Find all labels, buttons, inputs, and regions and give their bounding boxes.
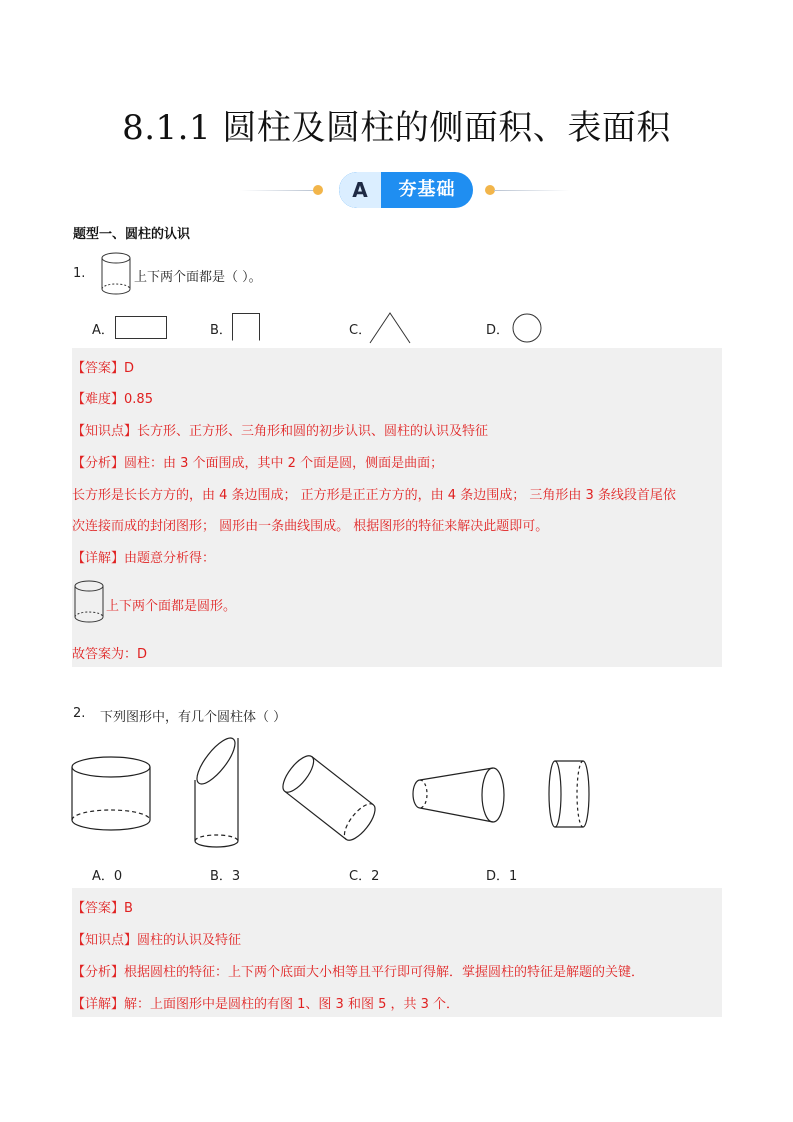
q2-option-b[interactable]: B．3 [210,869,241,884]
q1-answer [72,357,134,376]
knowledge-value: 圆柱的认识及特征 [137,933,242,948]
analysis-line-1: 圆柱：由 3 个面围成，其中 2 个面是圆，侧面是曲面； [124,456,444,471]
difficulty-tag: 【难度】 [72,392,125,407]
rectangle-shape-icon [115,316,167,340]
figure-5-short-cylinder-icon [547,758,593,832]
banner-letter: A [339,172,381,208]
section-banner [0,170,793,210]
q1-option-a[interactable]: A． [92,323,114,338]
q1-option-d[interactable]: D． [486,323,510,338]
detail-tag: 【详解】 [72,551,125,566]
analysis-tag: 【分析】 [72,456,125,471]
page-title: 8.1.1 圆柱及圆柱的侧面积、表面积 [122,108,671,148]
answer-value: D [124,361,135,376]
detail-value: 解：上面图形中是圆柱的有图 1、图 3 和图 5 ，共 3 个． [124,997,460,1012]
q2-answer [72,897,133,916]
figure-4-frustum-icon [410,766,508,826]
q2-answer-box [72,888,722,1017]
knowledge-tag: 【知识点】 [72,424,138,439]
q1-knowledge [72,420,488,439]
banner-line-left [240,190,316,191]
q2-text: 下列图形中，有几个圆柱体（ ） [100,710,287,725]
triangle-shape-icon [369,312,411,344]
banner-line-right [494,190,570,191]
q1-analysis [72,452,443,471]
q1-detail [72,547,215,566]
cylinder-answer-icon [73,579,107,625]
analysis-value: 根据圆柱的特征：上下两个底面大小相等且平行即可得解．掌握圆柱的特征是解题的关键． [124,965,645,980]
detail-tag: 【详解】 [72,997,125,1012]
figure-3-tilted-cylinder-icon [280,752,378,844]
q2-detail [72,993,459,1012]
q2-option-d[interactable]: D．1 [486,869,518,884]
answer-value: B [124,901,133,916]
answer-tag: 【答案】 [72,901,125,916]
difficulty-value: 0.85 [124,392,153,407]
q2-number: 2. [73,706,86,721]
analysis-line-3: 次连接而成的封闭图形； 圆形由一条曲线围成。 根据图形的特征来解决此题即可。 [72,519,549,534]
square-shape-icon [232,313,260,341]
figure-1-cylinder-icon [70,755,154,835]
banner-pill [339,172,473,208]
q1-cylinder-icon [100,251,134,297]
q2-option-a[interactable]: A．0 [92,869,123,884]
q1-answer-box [72,348,722,667]
q1-option-b[interactable]: B． [210,323,232,338]
circle-shape-icon [509,313,543,343]
knowledge-value: 长方形、正方形、三角形和圆的初步认识、圆柱的认识及特征 [137,424,489,439]
figure-2-slanted-cylinder-icon [190,733,244,851]
banner-label: 夯基础 [398,179,456,200]
q1-number: 1. [73,266,86,281]
banner-dot-left [313,185,323,195]
analysis-line-2: 长方形是长长方方的，由 4 条边围成； 正方形是正正方方的，由 4 条边围成； 三角形由 3 条线段首尾依 [72,488,676,503]
q1-difficulty [72,388,153,407]
q1-text: 上下两个面都是（ ）。 [134,270,262,285]
knowledge-tag: 【知识点】 [72,933,138,948]
detail-value: 由题意分析得： [124,551,216,566]
analysis-tag: 【分析】 [72,965,125,980]
q2-knowledge [72,929,241,948]
q1-conclusion: 故答案为：D [72,647,148,662]
section-title: 题型一、圆柱的认识 [73,227,191,242]
answer-tag: 【答案】 [72,361,125,376]
q2-option-c[interactable]: C．2 [349,869,380,884]
q1-option-c[interactable]: C． [349,323,372,338]
q1-detail-text: 上下两个面都是圆形。 [106,599,237,614]
q2-analysis [72,961,644,980]
